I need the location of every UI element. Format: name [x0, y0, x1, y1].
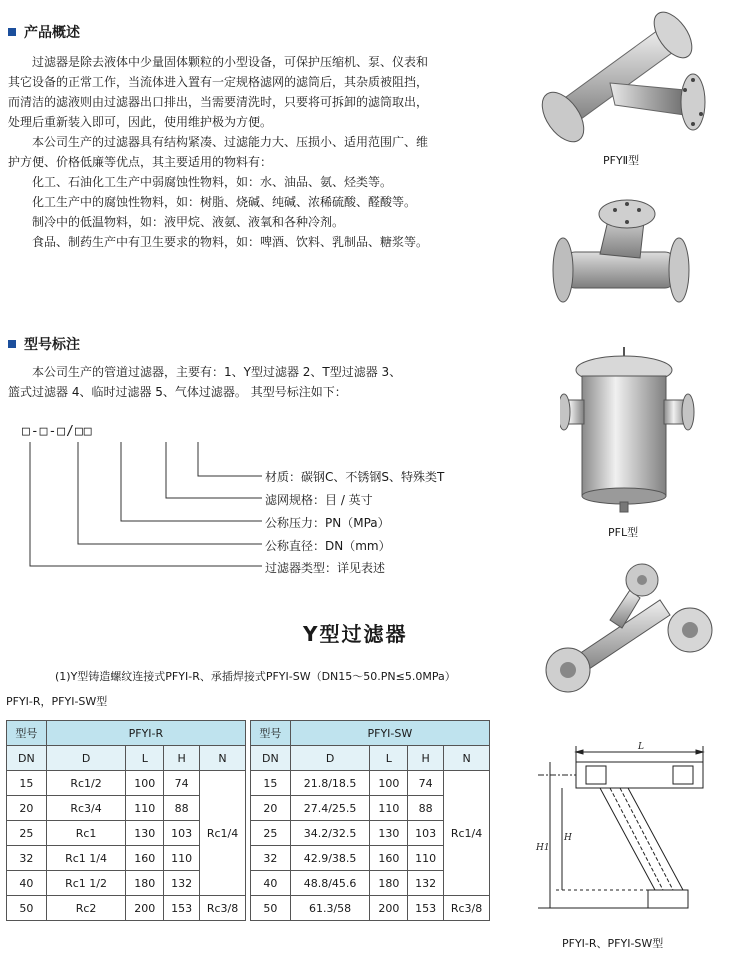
cell: 27.4/25.5: [290, 796, 370, 821]
cell: 32: [251, 846, 291, 871]
legend-diameter: 公称直径：DN（mm）: [265, 539, 391, 553]
overview-line: 过滤器是除去液体中少量固体颗粒的小型设备，可保护压缩机、泵、仪表和: [32, 55, 429, 69]
table-pfy-r: [6, 720, 246, 921]
ytype-subtitle2: PFYⅠ-R，PFYⅠ-SW型: [6, 695, 108, 708]
model-code-leaders: [0, 0, 300, 600]
cell: 21.8/18.5: [290, 771, 370, 796]
flanged-y-strainer-image: [540, 560, 720, 700]
legend-pressure: 公称压力：PN（MPa）: [265, 516, 390, 530]
cell: Rc1/2: [46, 771, 126, 796]
cell: 180: [370, 871, 408, 896]
cell: 15: [7, 771, 47, 796]
cell: 132: [408, 871, 444, 896]
overview-line: 制冷中的低温物料，如：液甲烷、液氨、液氧和各种冷剂。: [32, 215, 345, 229]
table-row: [7, 896, 246, 921]
overview-line: 本公司生产的过滤器具有结构紧凑、过滤能力大、压损小、适用范围广、维: [32, 135, 429, 149]
overview-line: 其它设备的正常工作，当流体进入置有一定规格滤网的滤筒后，其杂质被阻挡，: [8, 75, 429, 89]
cell: Rc1 1/4: [46, 846, 126, 871]
cell: 48.8/45.6: [290, 871, 370, 896]
table-model-name: PFYⅠ-R: [46, 721, 245, 746]
col-header: N: [444, 746, 490, 771]
model-code-pattern: □-□-□/□□: [22, 424, 93, 439]
cell: 61.3/58: [290, 896, 370, 921]
leader-dn: [78, 442, 262, 544]
cell: 200: [126, 896, 164, 921]
cell: 160: [126, 846, 164, 871]
col-header: N: [200, 746, 246, 771]
cell: Rc1: [46, 821, 126, 846]
cell: 110: [164, 846, 200, 871]
cell: 110: [408, 846, 444, 871]
pfy2-caption: PFYⅡ型: [603, 154, 640, 167]
col-header: DN: [7, 746, 47, 771]
cell: 15: [251, 771, 291, 796]
overview-line: 化工生产中的腐蚀性物料，如：树脂、烧碱、纯碱、浓稀硫酸、醛酸等。: [32, 195, 417, 209]
cell: 25: [7, 821, 47, 846]
col-header: DN: [251, 746, 291, 771]
col-header: D: [46, 746, 126, 771]
legend-material: 材质：碳钢C、不锈钢S、特殊类T: [265, 470, 445, 484]
cell: 160: [370, 846, 408, 871]
cell: 40: [251, 871, 291, 896]
table-row: [7, 771, 246, 796]
cell-n: Rc3/8: [444, 896, 490, 921]
dim-h-label: H: [564, 833, 572, 843]
col-header: H: [164, 746, 200, 771]
leader-pn: [121, 442, 262, 521]
cell: 103: [164, 821, 200, 846]
dim-h1-label: H1: [536, 843, 550, 853]
cell: 20: [251, 796, 291, 821]
cell: 20: [7, 796, 47, 821]
cell: 153: [164, 896, 200, 921]
overview-line: 而清洁的滤液则由过滤器出口排出，当需要清洗时，只要将可拆卸的滤筒取出，: [8, 95, 429, 109]
col-header: H: [408, 746, 444, 771]
pfy2-strainer-image: [525, 5, 725, 150]
cell: 153: [408, 896, 444, 921]
cell: 130: [370, 821, 408, 846]
pfy1-technical-drawing: [528, 740, 723, 930]
cell: 110: [370, 796, 408, 821]
cell: 200: [370, 896, 408, 921]
pfl-caption: PFL型: [608, 526, 639, 539]
overview-line: 食品、制药生产中有卫生要求的物料，如：啤酒、饮料、乳制品、糖浆等。: [32, 235, 429, 249]
ytype-title: Y型过滤器: [303, 622, 408, 646]
overview-line: 护方便、价格低廉等优点，其主要适用的物料有：: [8, 155, 273, 169]
cell: Rc1 1/2: [46, 871, 126, 896]
cell-n: Rc3/8: [200, 896, 246, 921]
table-pfy-sw: [250, 720, 490, 921]
dim-l-label: L: [638, 742, 644, 752]
col-header: L: [126, 746, 164, 771]
cell: 32: [7, 846, 47, 871]
table-row: [251, 771, 490, 796]
legend-type: 过滤器类型：详见表述: [265, 561, 386, 575]
leader-material: [198, 442, 262, 476]
cell: 74: [408, 771, 444, 796]
drawing-caption: PFYⅠ-R、PFYⅠ-SW型: [562, 937, 664, 950]
table-model-name: PFYⅠ-SW: [290, 721, 489, 746]
cell: 100: [370, 771, 408, 796]
cell-n: Rc1/4: [200, 771, 246, 896]
cell: Rc2: [46, 896, 126, 921]
cell: 88: [408, 796, 444, 821]
model-title: 型号标注: [24, 337, 80, 353]
ytype-subtitle: (1)Y型铸造螺纹连接式PFYⅠ-R、承插焊接式PFYⅠ-SW（DN15～50.PN≤5.0MPa）: [55, 670, 456, 683]
cell-n: Rc1/4: [444, 771, 490, 896]
model-line: 本公司生产的管道过滤器，主要有：1、Y型过滤器 2、T型过滤器 3、: [32, 365, 402, 379]
cell: 110: [126, 796, 164, 821]
cell: 42.9/38.5: [290, 846, 370, 871]
col-header: L: [370, 746, 408, 771]
cell: 100: [126, 771, 164, 796]
pfl-basket-strainer-image: [560, 342, 700, 517]
cell: 34.2/32.5: [290, 821, 370, 846]
cell: 88: [164, 796, 200, 821]
model-line: 篮式过滤器 4、临时过滤器 5、气体过滤器。 其型号标注如下：: [8, 385, 347, 399]
cell: 25: [251, 821, 291, 846]
cell: 132: [164, 871, 200, 896]
table-model-label: 型号: [251, 721, 291, 746]
overview-line: 处理后重新装入即可，因此，使用维护极为方便。: [8, 115, 273, 129]
leader-mesh: [166, 442, 262, 498]
cell: 50: [7, 896, 47, 921]
cell: 40: [7, 871, 47, 896]
cell: Rc3/4: [46, 796, 126, 821]
cell: 103: [408, 821, 444, 846]
overview-title: 产品概述: [24, 25, 80, 41]
cast-y-strainer-image: [545, 192, 695, 322]
cell: 180: [126, 871, 164, 896]
overview-line: 化工、石油化工生产中弱腐蚀性物料，如：水、油品、氨、烃类等。: [32, 175, 393, 189]
legend-mesh: 滤网规格：目 / 英寸: [265, 493, 373, 507]
cell: 74: [164, 771, 200, 796]
table-model-label: 型号: [7, 721, 47, 746]
table-row: [251, 896, 490, 921]
cell: 130: [126, 821, 164, 846]
leader-type: [30, 442, 262, 566]
cell: 50: [251, 896, 291, 921]
col-header: D: [290, 746, 370, 771]
